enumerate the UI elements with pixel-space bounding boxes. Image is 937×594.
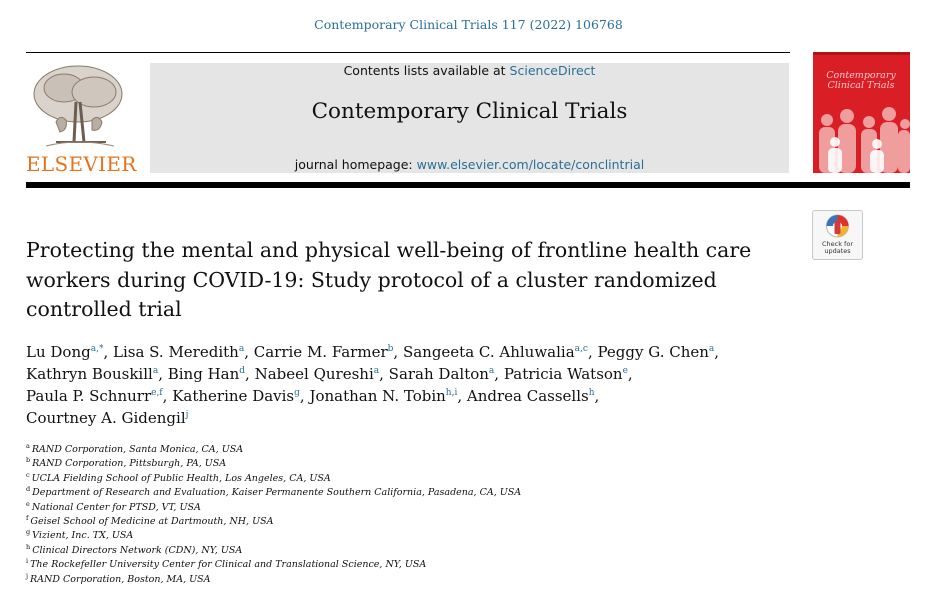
sciencedirect-link[interactable]: ScienceDirect xyxy=(509,63,596,78)
author[interactable]: Sangeeta C. Ahluwalia$^{a,c}$ xyxy=(402,343,588,361)
affiliation: $^d$ Department of Research and Evaluation, Kaiser Permanente Southern California, Pasadena, CA, USA xyxy=(26,485,522,499)
journal-title: Contemporary Clinical Trials xyxy=(311,99,628,124)
badge-label-line2: updates xyxy=(824,247,851,255)
check-for-updates-label xyxy=(813,241,862,255)
citation-link[interactable]: Contemporary Clinical Trials 117 (2022) 106768 xyxy=(314,17,623,32)
publisher-wordmark: ELSEVIER xyxy=(26,152,137,176)
author[interactable]: Sarah Dalton$^a$ xyxy=(388,365,495,383)
affiliation: $^g$ Vizient, Inc. TX, USA xyxy=(26,528,134,542)
journal-homepage xyxy=(150,157,789,172)
journal-citation xyxy=(0,17,937,32)
author[interactable]: Courtney A. Gidengil$^j$ xyxy=(26,409,189,427)
badge-label-line1: Check for xyxy=(822,240,853,248)
author[interactable]: Peggy G. Chen$^a$ xyxy=(597,343,715,361)
cover-title-line2: Clinical Trials xyxy=(827,80,895,91)
author[interactable]: Lu Dong$^{a,*}$ xyxy=(26,343,104,361)
affiliation: $^c$ UCLA Fielding School of Public Health, Los Angeles, CA, USA xyxy=(26,470,331,484)
contents-availability xyxy=(150,63,789,78)
author[interactable]: Kathryn Bouskill$^a$ xyxy=(26,365,159,383)
author[interactable]: Jonathan N. Tobin$^{h,i}$ xyxy=(309,387,458,405)
affiliation: $^i$ The Rockefeller University Center for Clinical and Translational Science, NY, USA xyxy=(26,557,427,571)
affiliation: $^f$ Geisel School of Medicine at Dartmouth, NH, USA xyxy=(26,514,274,528)
journal-cover-image[interactable] xyxy=(813,52,910,173)
affiliation: $^e$ National Center for PTSD, VT, USA xyxy=(26,499,201,513)
author[interactable]: Lisa S. Meredith$^a$ xyxy=(113,343,245,361)
header-divider xyxy=(26,52,790,53)
affiliation: $^h$ Clinical Directors Network (CDN), NY, USA xyxy=(26,542,243,556)
author[interactable]: Andrea Cassells$^h$ xyxy=(466,387,595,405)
check-for-updates-badge[interactable] xyxy=(812,210,863,260)
article-title: Protecting the mental and physical well-being of frontline health care workers during COVID-19: Study protocol of a cluster randomized controlled trial xyxy=(26,238,752,321)
journal-banner xyxy=(150,63,789,173)
contents-prefix: Contents lists available at xyxy=(343,63,510,78)
affiliation-list xyxy=(26,443,726,587)
affiliation: $^j$ RAND Corporation, Boston, MA, USA xyxy=(26,571,211,585)
author[interactable]: Nabeel Qureshi$^a$ xyxy=(254,365,380,383)
homepage-prefix: journal homepage: xyxy=(294,157,417,172)
author[interactable]: Carrie M. Farmer$^b$ xyxy=(253,343,394,361)
author-list: Lu Dong$^{a,*}$, Lisa S. Meredith$^a$, Carrie M. Farmer$^b$, Sangeeta C. Ahluwalia$^{a,c}$, Peggy G. Chen$^a$, Kathryn Bouskill$^a$, Bing Han$^d$, Nabeel Qureshi$^a$, Sarah Dalton$^a$, Patricia Watson$^e$, Paula P. Schnurr$^{e,f}$, Katherine Davis$^g$, Jonathan N. Tobin$^{h,i}$, Andrea Cassells$^h$, Courtney A. Gidengil$^j$ xyxy=(26,343,720,427)
affiliation: $^b$ RAND Corporation, Pittsburgh, PA, USA xyxy=(26,456,227,470)
crossmark-icon xyxy=(813,212,862,242)
header-thick-divider xyxy=(26,182,910,188)
author[interactable]: Patricia Watson$^e$ xyxy=(503,365,628,383)
author[interactable]: Bing Han$^d$ xyxy=(167,365,246,383)
author[interactable]: Paula P. Schnurr$^{e,f}$ xyxy=(26,387,163,405)
homepage-link[interactable]: www.elsevier.com/locate/conclintrial xyxy=(416,157,645,172)
author[interactable]: Katherine Davis$^g$ xyxy=(172,387,300,405)
cover-title-line1: Contemporary xyxy=(826,70,896,81)
affiliation: $^a$ RAND Corporation, Santa Monica, CA, USA xyxy=(26,442,244,455)
